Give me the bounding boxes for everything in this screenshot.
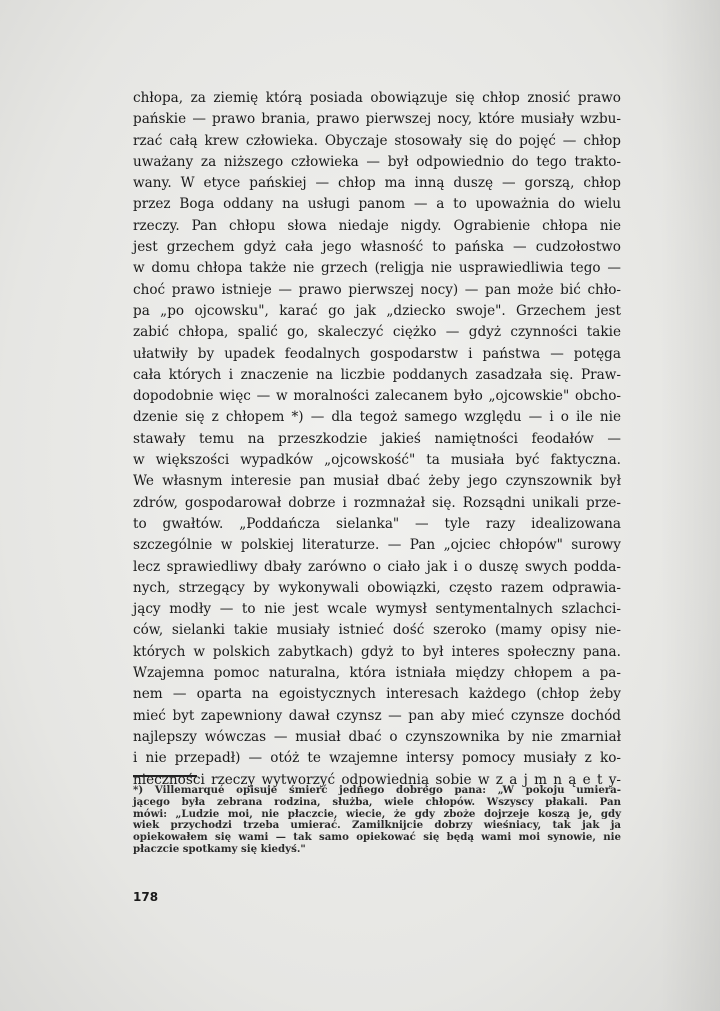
text-line: wany. W etyce pańskiej — chłop ma inną duszę — gorszą, chłop [133,175,621,192]
footnote-line: jącego była zebrana rodzina, służba, wiele chłopów. Wszyscy płakali. Pan [133,795,621,808]
text-line: choć prawo istnieje — prawo pierwszej nocy) — pan może bić chło- [133,281,621,298]
text-line: nych, strzegący by wykonywali obowiązki, często razem odprawia- [133,579,621,596]
text-line: dopodobnie więc — w moralności zalecanem było „ojcowskie" obcho- [133,388,621,405]
text-line: rzeczy. Pan chłopu słowa niedaje nigdy. Ograbienie chłopa nie [133,217,621,234]
footnote-line: *) Villemarqué opisuje śmierć jednego dobrego pana: „W pokoju umiera- [133,784,621,796]
text-line: mieć byt zapewniony dawał czynsz — pan aby mieć czynsze dochód [133,707,621,724]
text-line: zabić chłopa, spalić go, skaleczyć ciężko — gdyż czynności takie [133,324,621,341]
text-line: jest grzechem gdyż cała jego własność to pańska — cudzołostwo [133,239,621,256]
text-line: stawały temu na przeszkodzie jakieś namiętności feodałów — [133,430,621,447]
text-line: uważany za niższego człowieka — był odpowiednio do tego trakto- [133,153,621,170]
text-line: nieczności rzeczy wytworzyć odpowiednią sobie w z a j m n ą e t y- [133,771,621,788]
text-line: w większości wypadków „ojcowskość" ta musiała być faktyczna. [133,452,621,469]
footnote [133,785,621,856]
text-line: przez Boga oddany na usługi panom — a to upoważnia do wielu [133,196,621,213]
text-line: We własnym interesie pan musiał dbać żeby jego czynszownik był [133,473,621,490]
text-line: pa „po ojcowsku", karać go jak „dziecko swoje". Grzechem jest [133,302,621,319]
page-edge-shadow [660,0,720,1011]
main-text [133,88,621,791]
footnote-rule [133,775,197,777]
text-line: Wzajemna pomoc naturalna, która istniała między chłopem a pa- [133,665,621,682]
text-line: i nie przepadł) — otóż te wzajemne intersy pomocy musiały z ko- [133,750,621,767]
text-line: chłopa, za ziemię którą posiada obowiązuje się chłop znosić prawo [133,90,621,106]
text-line: w domu chłopa także nie grzech (religja nie usprawiedliwia tego — [133,260,621,277]
text-line: ców, sielanki takie musiały istnieć dość szeroko (mamy opisy nie- [133,622,621,639]
text-line: najlepszy wówczas — musiał dbać o czynszownika by nie zmarniał [133,728,621,745]
page-number: 178 [133,890,159,904]
text-line: lecz sprawiedliwy dbały zarówno o ciało jak i o duszę swych podda- [133,558,621,575]
footnote-line: mówi: „Ludzie moi, nie płaczcie, wiecie, że gdy zboże dojrzeje koszą je, gdy [133,807,621,820]
text-line: których w polskich zabytkach) gdyż to był interes społeczny pana. [133,643,621,660]
text-line: nem — oparta na egoistycznych interesach każdego (chłop żeby [133,686,621,703]
text-line: to gwałtów. „Poddańcza sielanka" — tyle razy idealizowana [133,515,621,532]
text-line: zdrów, gospodarował dobrze i rozmnażał się. Rozsądni unikali prze- [133,494,621,511]
text-line: cała których i znaczenie na liczbie poddanych zasadzała się. Praw- [133,366,621,383]
footnote-line: płaczcie spotkamy się kiedyś." [133,842,306,855]
text-line: rzać całą krew człowieka. Obyczaje stosowały się do pojęć — chłop [133,132,621,149]
text-line: jący modły — to nie jest wcale wymysł sentymentalnych szlachci- [133,601,621,618]
footnote-line: wiek przychodzi trzeba umierać. Zamilknijcie dobrzy wieśniacy, tak jak ja [133,819,621,832]
text-line: dzenie się z chłopem *) — dla tegoż samego względu — i o ile nie [133,409,621,426]
footnote-line: opiekowałem się wami — tak samo opiekować się będą wami moi synowie, nie [133,831,621,844]
text-line: ułatwiły by upadek feodalnych gospodarstw i państwa — potęga [133,345,621,362]
text-line: pańskie — prawo brania, prawo pierwszej nocy, które musiały wzbu- [133,111,621,128]
text-line: szczególnie w polskiej literaturze. — Pan „ojciec chłopów" surowy [133,537,621,554]
